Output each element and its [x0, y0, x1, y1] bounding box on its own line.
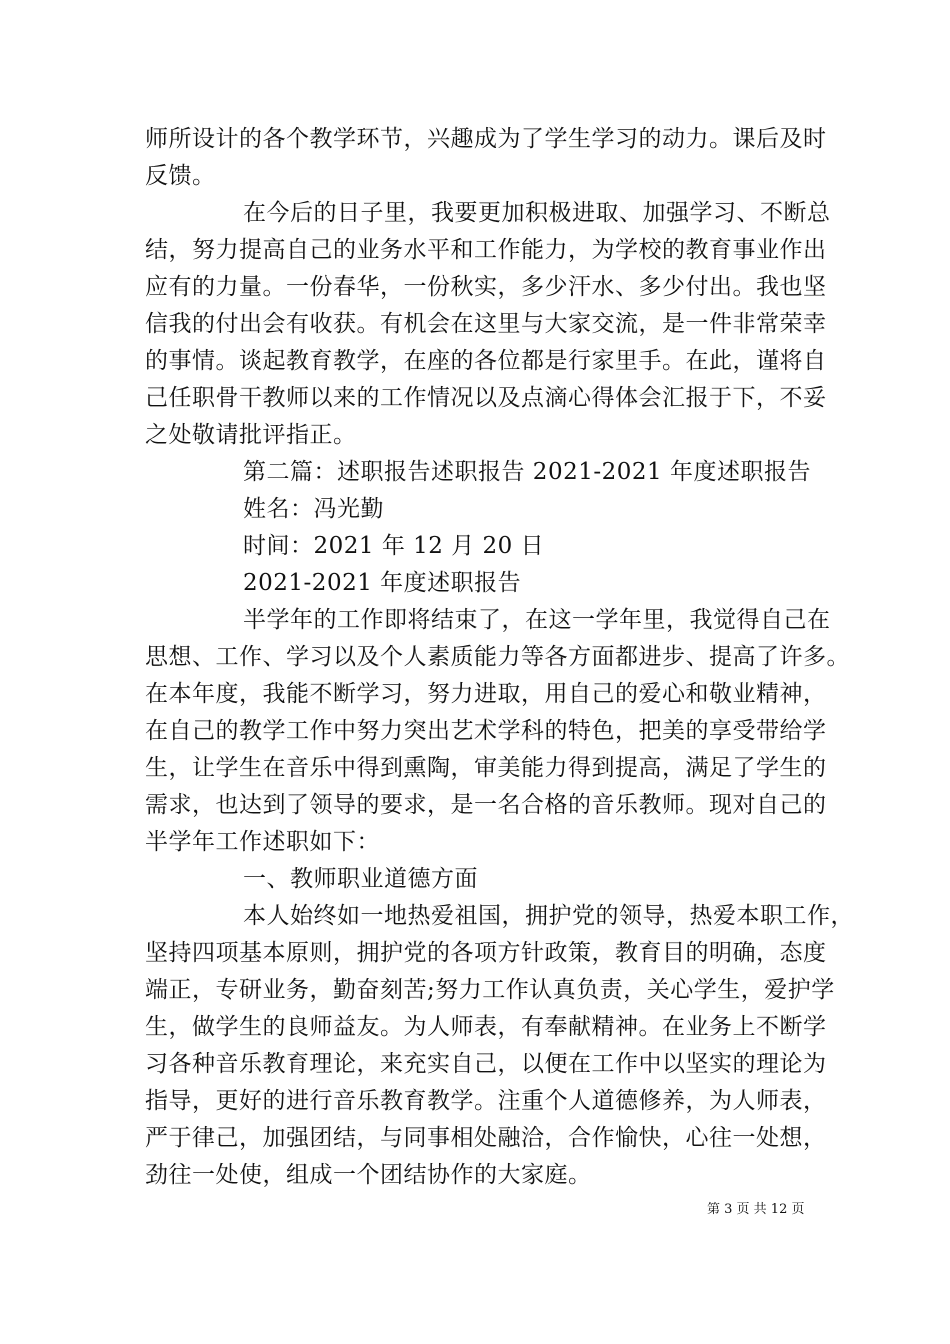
text-line: 之处敬请批评指正。: [145, 422, 357, 448]
text-line: 端正，专研业务，勤奋刻苦;努力工作认真负责，关心学生，爱护学: [145, 977, 835, 1003]
text-line: 在自己的教学工作中努力突出艺术学科的特色，把美的享受带给学: [145, 718, 827, 744]
paragraph-start: 本人始终如一地热爱祖国，拥护党的领导，热爱本职工作，: [243, 903, 854, 929]
subsection-heading: 一、教师职业道德方面: [243, 866, 478, 892]
text-line: 需求，也达到了领导的要求，是一名合格的音乐教师。现对自己的: [145, 792, 827, 818]
text-line: 结，努力提高自己的业务水平和工作能力，为学校的教育事业作出: [145, 237, 827, 263]
text-line: 的事情。谈起教育教学，在座的各位都是行家里手。在此，谨将自: [145, 348, 827, 374]
text-line: 生，让学生在音乐中得到熏陶，审美能力得到提高，满足了学生的: [145, 755, 827, 781]
text-line: 在本年度，我能不断学习，努力进取，用自己的爱心和敬业精神，: [145, 681, 827, 707]
page-number-footer: 第 3 页 共 12 页: [707, 1202, 805, 1217]
text-line: 反馈。: [145, 163, 216, 189]
text-line: 半学年工作述职如下：: [145, 829, 380, 855]
text-line: 严于律己，加强团结，与同事相处融洽，合作愉快，心往一处想，: [145, 1125, 827, 1151]
text-line: 应有的力量。一份春华，一份秋实，多少汗水、多少付出。我也坚: [145, 274, 827, 300]
paragraph-start: 在今后的日子里，我要更加积极进取、加强学习、不断总: [243, 200, 831, 226]
report-date: 时间：2021 年 12 月 20 日: [243, 533, 545, 559]
text-line: 习各种音乐教育理论，来充实自己，以便在工作中以坚实的理论为: [145, 1051, 827, 1077]
author-name: 姓名：冯光勤: [243, 496, 384, 522]
text-line: 师所设计的各个教学环节，兴趣成为了学生学习的动力。课后及时: [145, 126, 827, 152]
report-title: 2021-2021 年度述职报告: [243, 570, 522, 596]
text-line: 劲往一处使，组成一个团结协作的大家庭。: [145, 1162, 592, 1188]
paragraph-start: 半学年的工作即将结束了，在这一学年里，我觉得自己在: [243, 607, 831, 633]
text-line: 指导，更好的进行音乐教育教学。注重个人道德修养，为人师表，: [145, 1088, 827, 1114]
section-heading: 第二篇：述职报告述职报告 2021-2021 年度述职报告: [243, 459, 811, 485]
text-line: 己任职骨干教师以来的工作情况以及点滴心得体会汇报于下，不妥: [145, 385, 827, 411]
text-line: 坚持四项基本原则，拥护党的各项方针政策，教育目的明确，态度: [145, 940, 827, 966]
text-line: 信我的付出会有收获。有机会在这里与大家交流，是一件非常荣幸: [145, 311, 827, 337]
text-line: 思想、工作、学习以及个人素质能力等各方面都进步、提高了许多。: [145, 644, 850, 670]
text-line: 生，做学生的良师益友。为人师表，有奉献精神。在业务上不断学: [145, 1014, 827, 1040]
